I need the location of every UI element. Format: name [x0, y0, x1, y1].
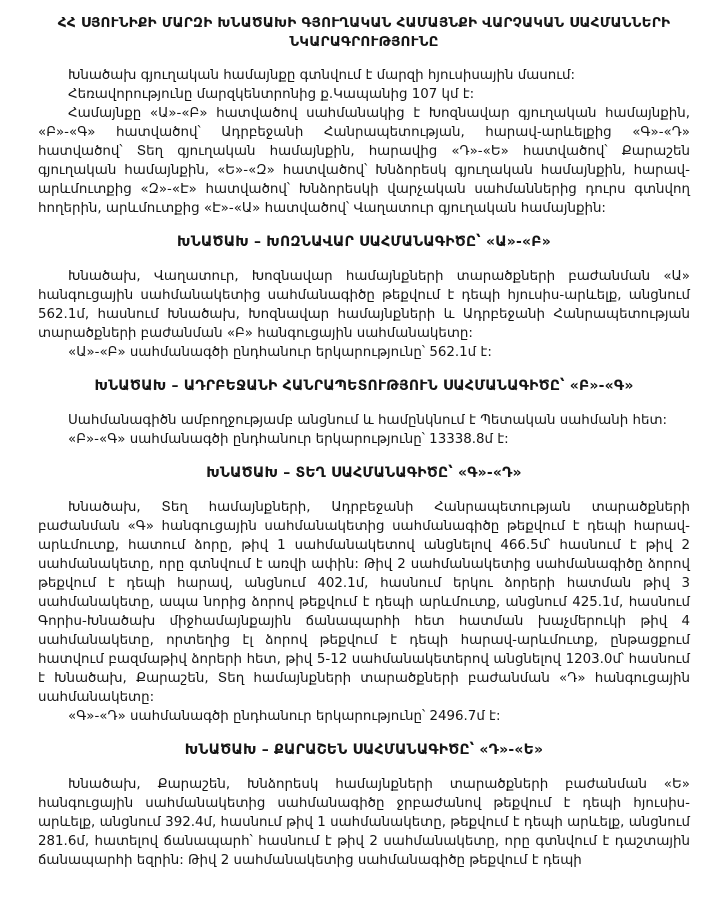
document-title [38, 14, 690, 52]
document-title-line-2: ՆԿԱՐԱԳՐՈՒԹՅՈՒՆԸ [289, 34, 439, 50]
paragraph-community-location: Խնածախ գյուղական համայնքը գտնվում է մարզի հյուսիսային մասում: [68, 68, 576, 83]
section-heading-khnatsakh-tegh: ԽՆԱԾԱԽ – ՏԵՂ ՍԱՀՄԱՆԱԳԻԾԸ՝ «Գ»-«Դ» [206, 465, 522, 481]
paragraph-border-overview: Համայնքը «Ա»-«Բ» հատվածով սահմանակից է Խոզնավար գյուղական համայնքին, «Բ»-«Գ» հատվածով՝ Ադրբեջանի Հանրապետության, հարավ-արևելքից «Գ»-«Դ» հատվածով՝ Տեղ գյուղական համայնքին, հարավից «Դ»-«Ե» հատվածով՝ Քարաշեն գյուղական համայնքին, «Ե»-«Զ» հատվածով՝ Խնձորեսկ գյուղական համայնքին, հարավ-արևմուտքից «Զ»-«Է» հատվածով՝ Խնձորեսկի վարչական սահմաններից դուրս գտնվող հողերին, արևմուտքից «Է»-«Ա» հատվածով՝ Վաղատուր գյուղական համայնքին: [38, 106, 690, 216]
document-title-line-1: ՀՀ ՍՅՈՒՆԻՔԻ ՄԱՐԶԻ ԽՆԱԾԱԽԻ ԳՅՈՒՂԱԿԱՆ ՀԱՄԱՅՆՔԻ ՎԱՐՉԱԿԱՆ ՍԱՀՄԱՆՆԵՐԻ [57, 15, 671, 31]
section-heading-khnatsakh-azerbaijan: ԽՆԱԾԱԽ – ԱԴՐԲԵՋԱՆԻ ՀԱՆՐԱՊԵՏՈՒԹՅՈՒՆ ՍԱՀՄԱՆԱԳԻԾԸ՝ «Բ»-«Գ» [94, 378, 634, 394]
section-heading-khnatsakh-khoznavar: ԽՆԱԾԱԽ – ԽՈԶՆԱՎԱՐ ՍԱՀՄԱՆԱԳԻԾԸ՝ «Ա»-«Բ» [177, 234, 551, 250]
paragraph-a-b-description: Խնածախ, Վաղատուր, Խոզնավար համայնքների տարածքների բաժանման «Ա» հանգուցային սահմանակետից սահմանագիծը թեքվում է դեպի հյուսիս-արևելք, անցնում 562.1մ, հասնում Խնածախ, Խոզնավար համայնքների և Ադրբեջանի Հանրապետության տարածքների բաժանման «Բ» հանգուցային սահմանակետը: [38, 269, 690, 341]
paragraph-a-b-total-length: «Ա»-«Բ» սահմանագծի ընդհանուր երկարությունը՝ 562.1մ է: [68, 345, 492, 360]
paragraph-b-c-total-length: «Բ»-«Գ» սահմանագծի ընդհանուր երկարությունը՝ 13338.8մ է: [68, 432, 509, 447]
paragraph-d-e-description: Խնածախ, Քարաշեն, Խնձորեսկ համայնքների տարածքների բաժանման «Ե» հանգուցային սահմանակետից սահմանագիծը ջրբաժանով թեքվում է դեպի հյուսիս-արևելք, անցնում 392.4մ, հասնում թիվ 1 սահմանակետը, թեքվում է դեպի արևելք, անցնում 281.6մ, հատելով ճանապարհ՝ հասնում է թիվ 2 սահմանակետը, որը գտնվում է դաշտային ճանապարհի եզրին: Թիվ 2 սահմանակետից սահմանագիծը թեքվում է դեպի [38, 777, 690, 868]
section-heading-khnatsakh-karashen: ԽՆԱԾԱԽ – ՔԱՐԱՇԵՆ ՍԱՀՄԱՆԱԳԻԾԸ՝ «Դ»-«Ե» [184, 742, 544, 758]
paragraph-b-c-description: Սահմանագիծն ամբողջությամբ անցնում և համընկնում է Պետական սահմանի հետ: [68, 413, 668, 428]
paragraph-c-d-total-length: «Գ»-«Դ» սահմանագծի ընդհանուր երկարությունը՝ 2496.7մ է: [68, 709, 501, 724]
paragraph-distance-from-center: Հեռավորությունը մարզկենտրոնից ք.Կապանից 107 կմ է: [68, 87, 475, 102]
paragraph-c-d-description: Խնածախ, Տեղ համայնքների, Ադրբեջանի Հանրապետության տարածքների բաժանման «Գ» հանգուցային սահմանակետից սահմանագիծը թեքվում է դեպի հարավ-արևմուտք, հատում ձորը, թիվ 1 սահմանակետով անցնելով 466.5մ՝ հասնում է թիվ 2 սահմանակետը, որը գտնվում է առվի ափին: Թիվ 2 սահմանակետից սահմանագիծը ձորով թեքվում է դեպի հարավ, անցնում 402.1մ, հասնում երկու ձորերի հատման թիվ 3 սահմանակետը, ապա նորից ձորով թեքվում է դեպի արևմուտք, անցնում 425.1մ, հասնում Գորիս-Խնածախ միջհամայնքային ճանապարհի հետ հատման խաչմերուկի թիվ 4 սահմանակետը, որտեղից էլ ձորով թեքվում է դեպի հարավ-արևմուտք, ընթացքում հատվում բազմաթիվ ձորերի հետ, թիվ 5-12 սահմանակետերով անցնելով 1203.0մ՝ հասնում է Խնածախ, Քարաշեն, Տեղ համայնքների տարածքների բաժանման «Դ» հանգուցային սահմանակետը: [38, 500, 690, 705]
